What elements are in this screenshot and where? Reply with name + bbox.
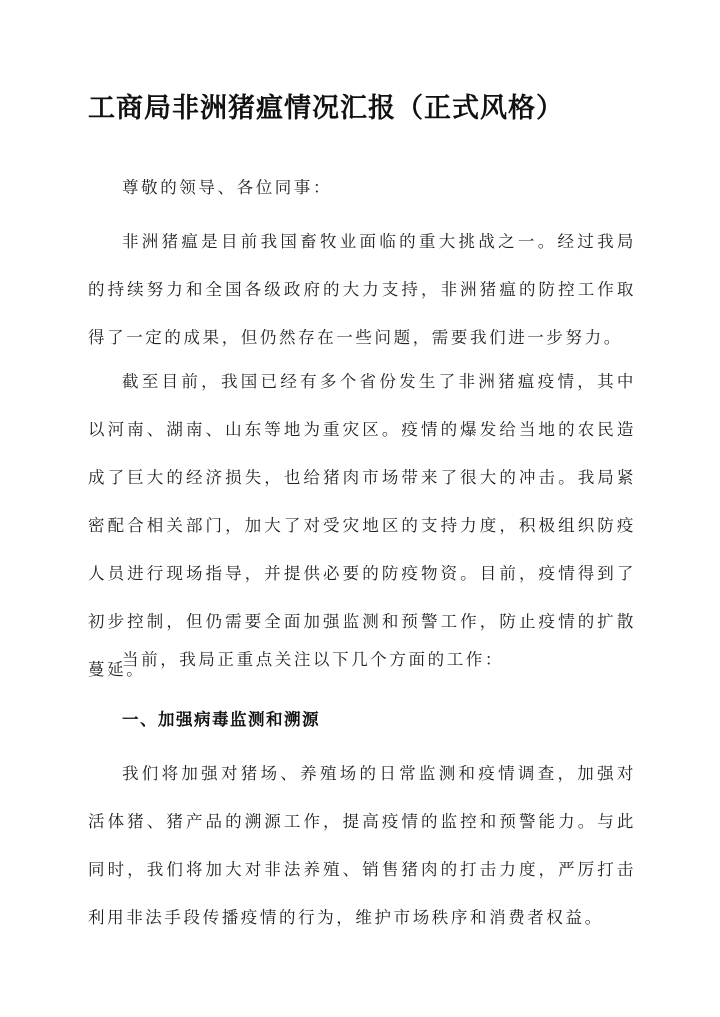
paragraph-intro: 非洲猪瘟是目前我国畜牧业面临的重大挑战之一。经过我局的持续努力和全国各级政府的大力支持，非洲猪瘟的防控工作取得了一定的成果，但仍然存在一些问题，需要我们进一步努力。	[88, 232, 636, 347]
paragraph-focus: 当前，我局正重点关注以下几个方面的工作：	[122, 650, 504, 669]
greeting: 尊敬的领导、各位同事：	[122, 178, 333, 197]
paragraph-situation: 截至目前，我国已经有多个省份发生了非洲猪瘟疫情，其中以河南、湖南、山东等地为重灾区。疫情的爆发给当地的农民造成了巨大的经济损失，也给猪肉市场带来了很大的冲击。我局紧密配合相关部门，加大了对受灾地区的支持力度，积极组织防疫人员进行现场指导，并提供必要的防疫物资。目前，疫情得到了初步控制，但仍需要全面加强监测和预警工作，防止疫情的扩散蔓延。	[88, 372, 636, 679]
section-body: 我们将加强对猪场、养殖场的日常监测和疫情调查，加强对活体猪、猪产品的溯源工作，提高疫情的监控和预警能力。与此同时，我们将加大对非法养殖、销售猪肉的打击力度，严厉打击利用非法手段传播疫情的行为，维护市场秩序和消费者权益。	[88, 764, 636, 927]
section-heading: 一、加强病毒监测和溯源	[122, 710, 320, 729]
document-title: 工商局非洲猪瘟情况汇报（正式风格）	[88, 93, 564, 124]
